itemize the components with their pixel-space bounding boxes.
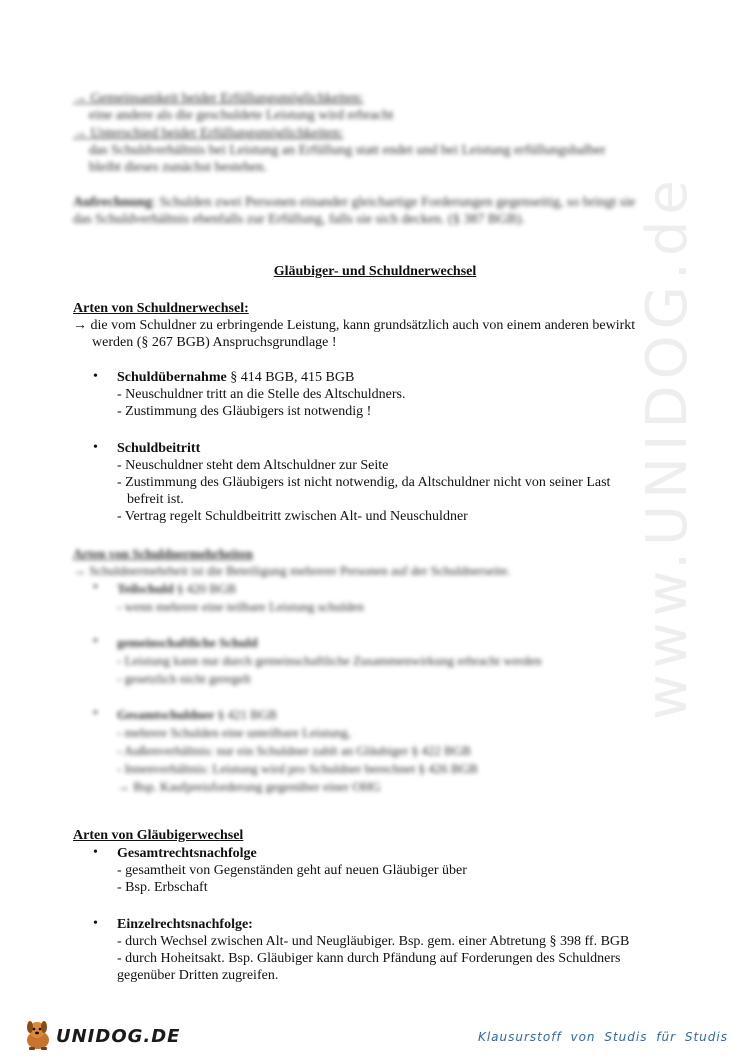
blurred-line: - Leistung kann nur durch gemeinschaftliche Zusammenwirkung erbracht werden <box>117 653 542 668</box>
blurred-top-section <box>73 90 673 230</box>
blurred-heading: Arten von Schuldnermehrheiten <box>73 546 253 561</box>
list-item-line: - durch Hoheitsakt. Bsp. Gläubiger kann durch Pfändung auf Forderungen des Schuldners <box>117 951 621 966</box>
bullet-icon: • <box>93 369 98 384</box>
list-item-line: - Neuschuldner steht dem Altschuldner zur Seite <box>117 458 389 473</box>
list-item-line: - Zustimmung des Gläubigers ist nicht notwendig, da Altschuldner nicht von seiner Last <box>117 475 611 490</box>
glaeubigerwechsel-section <box>73 827 693 992</box>
blurred-line: → Gemeinsamkeit beider Erfüllungsmöglichkeiten: <box>73 91 364 106</box>
watermark-text: www.UNIDOG.de <box>635 174 700 720</box>
blurred-item-title: Gesamtschuldner <box>117 707 215 722</box>
aufrechnung-label: Aufrechnung <box>73 195 153 210</box>
blurred-item-title: Teilschuld <box>117 581 174 596</box>
list-item-line: - gesamtheit von Gegenständen geht auf neuen Gläubiger über <box>117 863 467 878</box>
list-item-title: Gesamtrechtsnachfolge <box>117 846 257 861</box>
intro-line: → die vom Schuldner zu erbringende Leistung, kann grundsätzlich auch von einem anderen bewirkt <box>73 318 636 333</box>
blurred-item-ref: § 421 BGB <box>214 707 277 722</box>
blurred-item-ref: § 420 BGB <box>173 581 237 596</box>
bullet-icon: • <box>93 916 98 931</box>
blurred-line: - Außenverhältnis: nur ein Schuldner zahlt an Gläubiger § 422 BGB <box>117 743 471 758</box>
blurred-mid-section <box>73 545 673 795</box>
blurred-line: → Bsp. Kaufpreisforderung gegenüber einer OHG <box>117 779 381 794</box>
list-item-line: gegenüber Dritten zugreifen. <box>117 968 279 983</box>
footer-tagline: Klausurstoff von Studis für Studis <box>477 1030 728 1044</box>
bullet-icon: • <box>93 845 98 860</box>
section-heading: Arten von Schuldnerwechsel: <box>73 301 249 316</box>
blurred-line: → Schuldnermehrheit ist die Beteiligung mehrerer Personen auf der Schuldnerseite. <box>73 563 511 578</box>
intro-line: werden (§ 267 BGB) Anspruchsgrundlage ! <box>92 335 337 350</box>
blurred-line <box>117 580 236 597</box>
blurred-line: eine andere als die geschuldete Leistung wird erbracht <box>89 108 394 123</box>
section-heading: Arten von Gläubigerwechsel <box>73 828 244 843</box>
logo-text: UNIDOG.DE <box>56 1026 181 1047</box>
blurred-line: - wenn mehrere eine teilbare Leistung schulden <box>117 599 364 614</box>
aufrechnung-text: : Schulden zwei Personen einander gleichartige Forderungen gegenseitig, so bringt sie <box>152 195 636 210</box>
list-item-line: befreit ist. <box>127 492 184 507</box>
list-item-title: Einzelrechtsnachfolge: <box>117 917 253 932</box>
bullet-icon: • <box>93 580 98 595</box>
list-item-line: - Bsp. Erbschaft <box>117 880 208 895</box>
bullet-icon: • <box>93 440 98 455</box>
blurred-line: - mehrere Schulden eine unteilbare Leistung, <box>117 725 351 740</box>
list-item-line: - Neuschuldner tritt an die Stelle des Altschuldners. <box>117 387 406 402</box>
blurred-line: bleibt dieses zunächst bestehen. <box>89 160 268 175</box>
unidog-logo[interactable] <box>20 1018 181 1052</box>
list-item-line: - Zustimmung des Gläubigers ist notwendig ! <box>117 404 372 419</box>
blurred-line <box>73 194 635 211</box>
item-ref-text: § 414 BGB, 415 BGB <box>226 370 355 385</box>
list-item-line: - durch Wechsel zwischen Alt- und Neugläubiger. Bsp. gem. einer Abtretung § 398 ff. BGB <box>117 934 630 949</box>
blurred-line: gemeinschaftliche Schuld <box>117 635 258 650</box>
page-title: Gläubiger- und Schuldnerwechsel <box>273 264 477 279</box>
bullet-icon: • <box>93 706 98 721</box>
schuldnerwechsel-section <box>73 300 693 530</box>
dog-mascot-icon <box>20 1018 56 1052</box>
blurred-line: - gesetzlich nicht geregelt <box>117 671 251 686</box>
blurred-line <box>117 706 277 723</box>
blurred-line: - Innenverhältnis: Leistung wird pro Schuldner berechnet § 426 BGB <box>117 761 478 776</box>
list-item-title <box>117 369 354 386</box>
blurred-line: → Unterschied beider Erfüllungsmöglichkeiten: <box>73 126 344 141</box>
blurred-line: das Schuldverhältnis bei Leistung an Erfüllung statt endet und bei Leistung erfüllungshalber <box>89 143 606 158</box>
bullet-icon: • <box>93 634 98 649</box>
list-item-title: Schuldbeitritt <box>117 441 201 456</box>
blurred-line: das Schuldverhältnis ebenfalls zur Erfüllung, falls sie sich decken. (§ 387 BGB). <box>73 212 525 227</box>
list-item-line: - Vertrag regelt Schuldbeitritt zwischen Alt- und Neuschuldner <box>117 509 468 524</box>
item-title-text: Schuldübernahme <box>117 370 227 385</box>
